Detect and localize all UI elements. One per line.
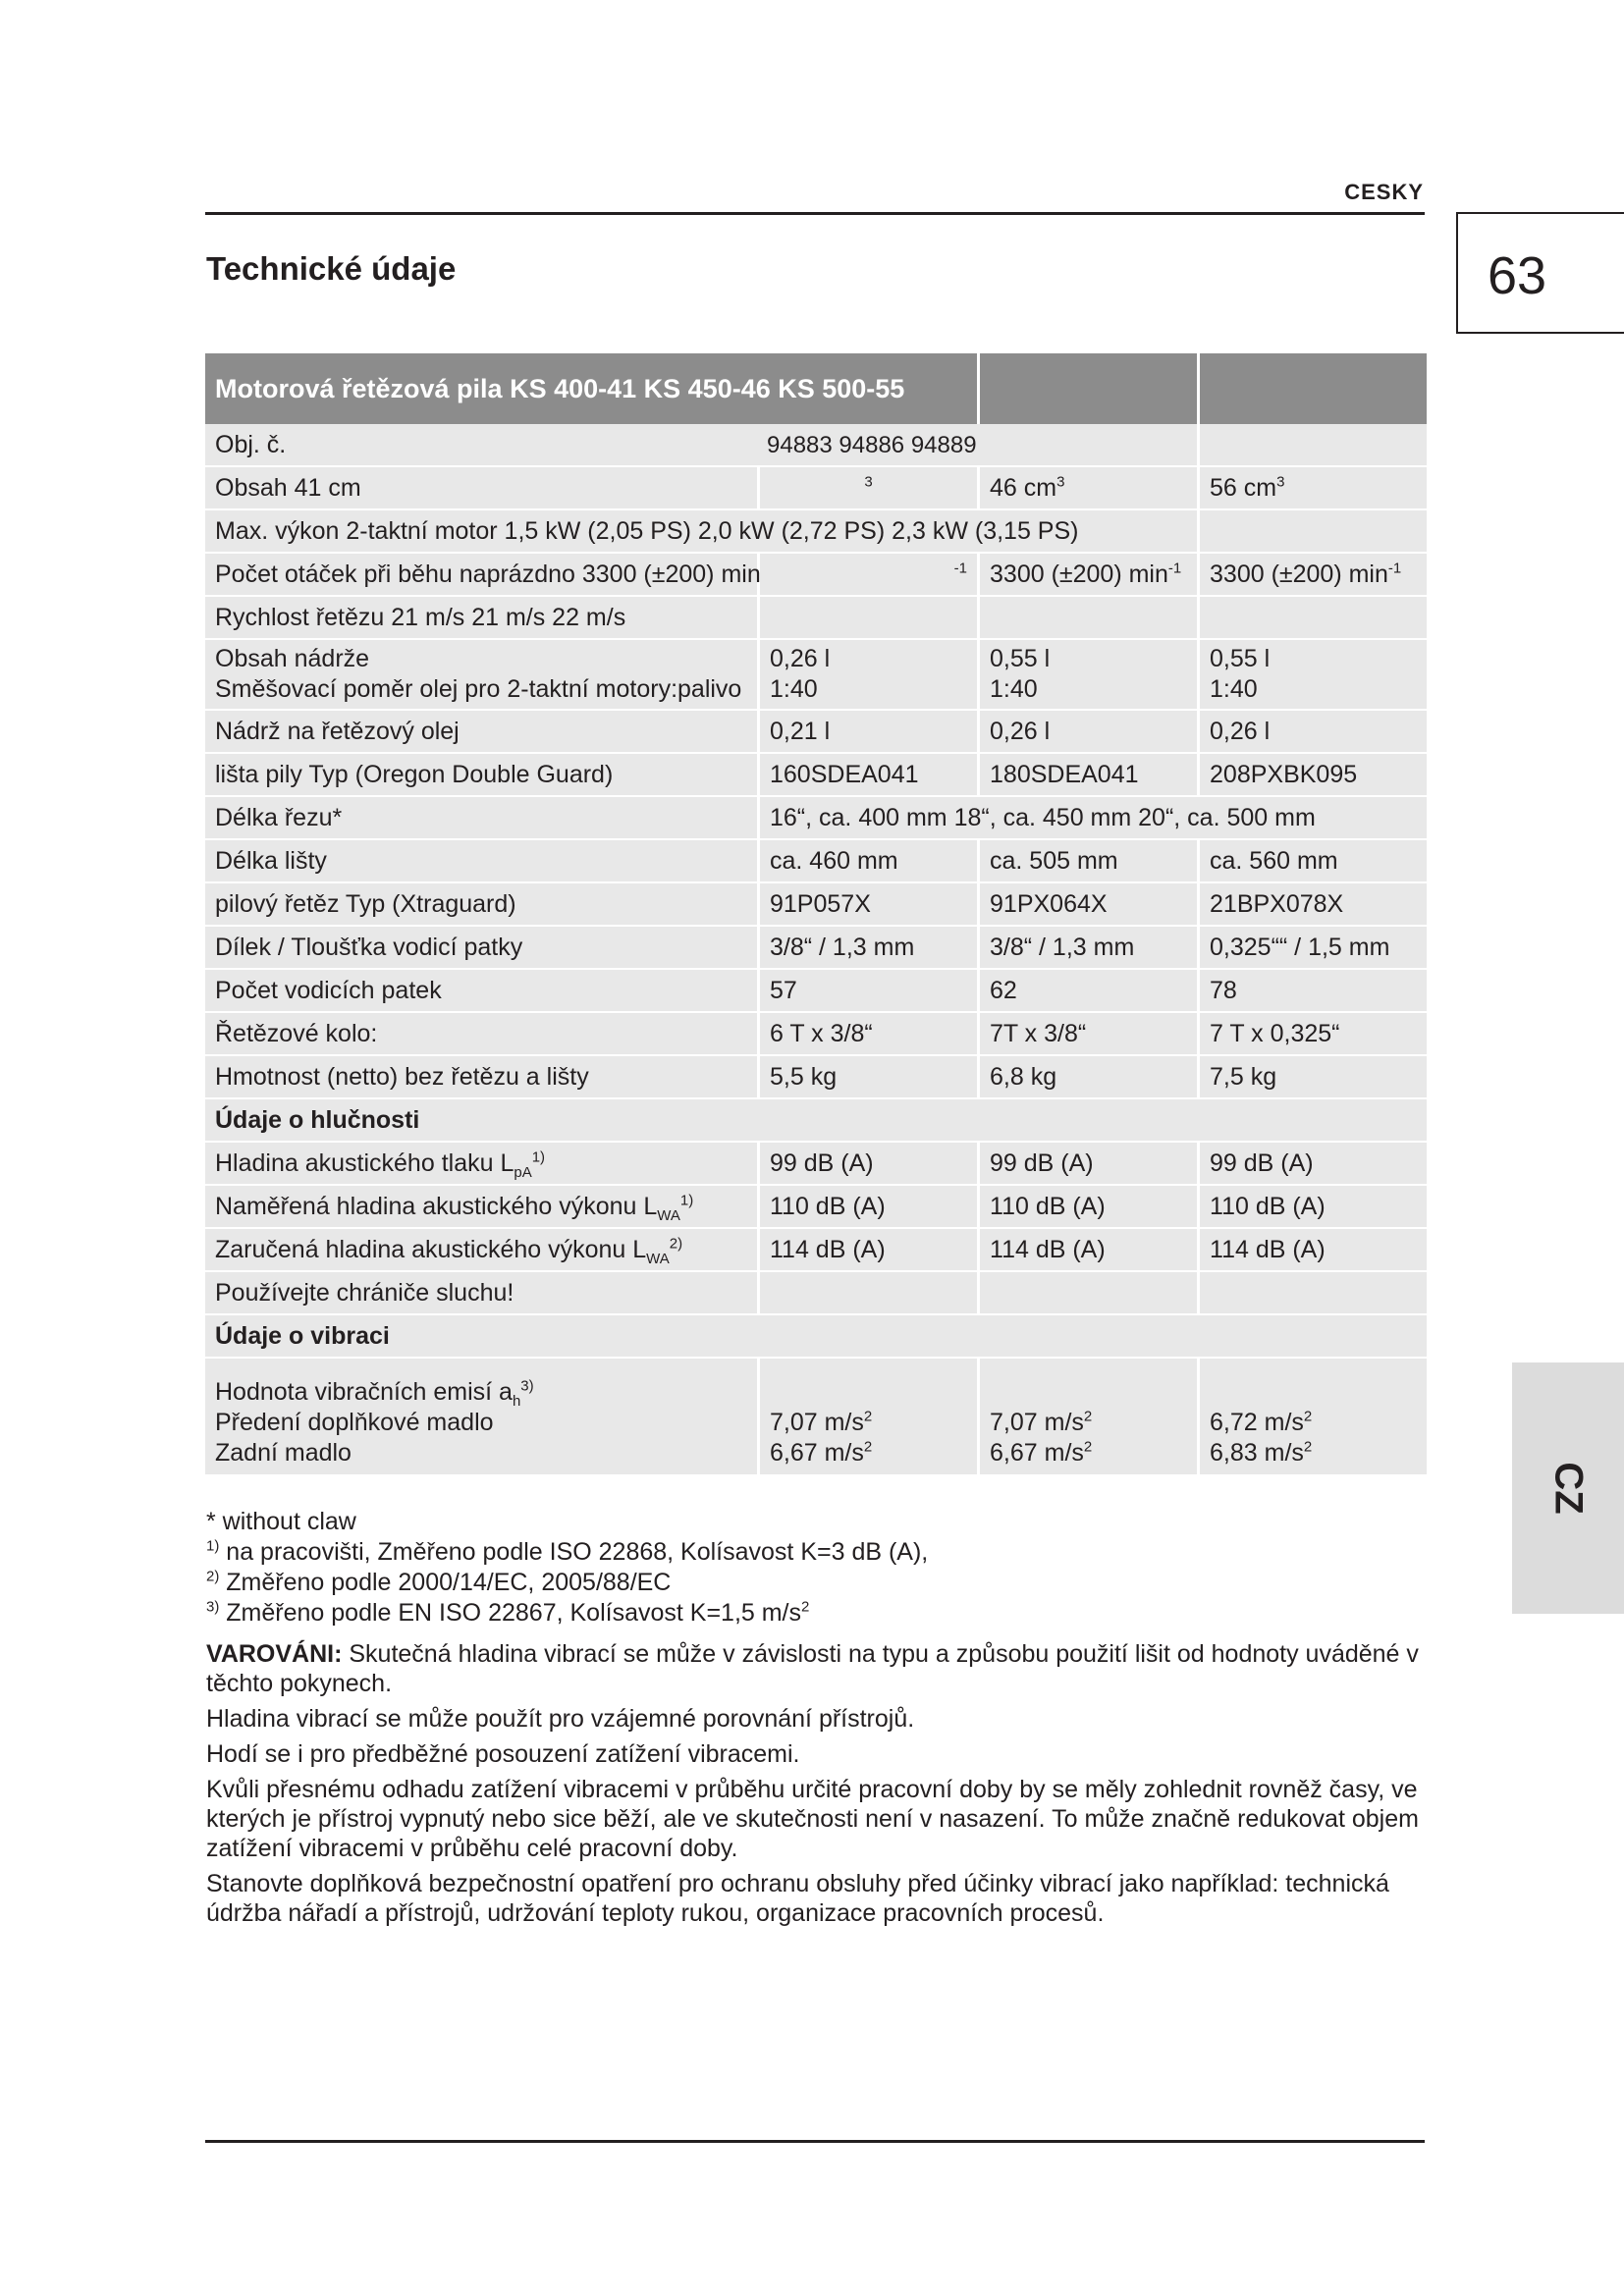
row-label: pilový řetěz Typ (Xtraguard) (205, 883, 757, 927)
table-row: Hodnota vibračních emisí $a_h^{3)}$ Předení doplňkové madlo Zadní madlo 7,07 $m/s^2$ 6,67 $m/s^2$ 7,07 $m/s^2$ 6,67 $m/s^2$ 6,72 $m/s^2$ 6,83 $m/s^2$ (205, 1359, 1427, 1476)
table-row (205, 1272, 1427, 1315)
bottom-rule (205, 2140, 1425, 2143)
warning-label: VAROVÁNI: (206, 1640, 343, 1668)
row-label: Max. výkon 2-taktní motor 1,5 kW (2,05 PS) 2,0 kW (2,72 PS) 2,3 kW (3,15 PS) (205, 510, 1197, 554)
footnote-1: $^{1)}$ na pracovišti, Změřeno podle ISO 22868, Kolísavost K=3 dB (A), (206, 1537, 929, 1566)
row-label: Řetězové kolo: (205, 1013, 757, 1056)
row-label: Počet vodicích patek (205, 970, 757, 1013)
row-label: Hladina akustického tlaku $L_{pA}^{1)}$ (205, 1143, 757, 1186)
table-row: Řetězové kolo: 6 T x 3/8“ 7T x 3/8“ 7 T x 0,325“ (205, 1013, 1427, 1056)
order-numbers: 94883 94886 94889 (757, 424, 1197, 467)
table-row (205, 597, 1427, 640)
table-row: Počet vodicích patek 57 62 78 (205, 970, 1427, 1013)
table-row: Naměřená hladina akustického výkonu $L_{WA}^{1)}$ 110 dB (A) 110 dB (A) 110 dB (A) (205, 1186, 1427, 1229)
table-row (205, 510, 1427, 554)
row-label: Obsah 41 cm (205, 467, 757, 510)
page-title: Technické údaje (206, 250, 457, 287)
warning-block (206, 1639, 1424, 1934)
row-label: Hmotnost (netto) bez řetězu a lišty (205, 1056, 757, 1099)
section-row (205, 1099, 1427, 1143)
footnotes (206, 1507, 1424, 1629)
row-label: Nádrž na řetězový olej (205, 711, 757, 754)
language-label: CESKY (1344, 180, 1424, 204)
table-row: Počet otáček při běhu naprázdno 3300 (±200) min $^{-1}$ 3300 (±200) $\min^{-1}$ 3300 (±200) $\min^{-1}$ (205, 554, 1427, 597)
row-label: Naměřená hladina akustického výkonu $L_{WA}^{1)}$ (205, 1186, 757, 1229)
row-label: Počet otáček při běhu naprázdno 3300 (±200) min (205, 554, 757, 597)
table-header-row (205, 353, 1427, 424)
row-label: Délka lišty (205, 840, 757, 883)
table-row: lišta pily Typ (Oregon Double Guard) 160SDEA041 180SDEA041 208PXBK095 (205, 754, 1427, 797)
row-label: Délka řezu* (205, 797, 757, 840)
table-row: Délka lišty ca. 460 mm ca. 505 mm ca. 560 mm (205, 840, 1427, 883)
vibration-section-title: Údaje o vibraci (205, 1315, 1427, 1359)
page-number: 63 (1488, 246, 1547, 305)
table-header-label: Motorová řetězová pila KS 400-41 KS 450-46 KS 500-55 (205, 353, 977, 424)
table-row: Obsah nádrže Směšovací poměr olej pro 2-taktní motory:palivo 0,26 l 1:40 0,55 l 1:40 0,55 l 1:40 (205, 640, 1427, 711)
row-label: Obsah nádrže Směšovací poměr olej pro 2-taktní motory:palivo (205, 640, 757, 711)
language-side-tab-label: CZ (1546, 1462, 1591, 1515)
row-label: lišta pily Typ (Oregon Double Guard) (205, 754, 757, 797)
spec-table (205, 353, 1427, 1476)
row-label: Používejte chrániče sluchu! (205, 1272, 757, 1315)
row-label: Zaručená hladina akustického výkonu $L_{WA}^{2)}$ (205, 1229, 757, 1272)
table-row: Hmotnost (netto) bez řetězu a lišty 5,5 kg 6,8 kg 7,5 kg (205, 1056, 1427, 1099)
table-row: Hladina akustického tlaku $L_{pA}^{1)}$ 99 dB (A) 99 dB (A) 99 dB (A) (205, 1143, 1427, 1186)
row-label: Rychlost řetězu 21 m/s 21 m/s 22 m/s (205, 597, 757, 640)
table-row: Dílek / Tloušťka vodicí patky 3/8“ / 1,3 mm 3/8“ / 1,3 mm 0,325““ / 1,5 mm (205, 927, 1427, 970)
footnote-3: $^{3)}$ Změřeno podle EN ISO 22867, Kolísavost K=1,5 $m/s^2$ (206, 1598, 810, 1627)
row-label: Dílek / Tloušťka vodicí patky (205, 927, 757, 970)
table-row: Délka řezu* 16“, ca. 400 mm 18“, ca. 450 mm 20“, ca. 500 mm (205, 797, 1427, 840)
warning-paragraph: Kvůli přesnému odhadu zatížení vibracemi v průběhu určité pracovní doby by se měly zohlednit rovněž časy, ve kterých je přístroj vypnutý nebo sice běží, ale ve skutečnosti není v nasazení. To může značně redukovat objem zatížení vibracemi v průběhu celé pracovní doby. (206, 1776, 1419, 1862)
row-label: Hodnota vibračních emisí $a_h^{3)}$ Předení doplňkové madlo Zadní madlo (205, 1359, 757, 1476)
table-row: Nádrž na řetězový olej 0,21 l 0,26 l 0,26 l (205, 711, 1427, 754)
table-row: pilový řetěz Typ (Xtraguard) 91P057X 91PX064X 21BPX078X (205, 883, 1427, 927)
footnote-2: $^{2)}$ Změřeno podle 2000/14/EC, 2005/88/EC (206, 1568, 672, 1596)
footnote-star: * without claw (206, 1508, 356, 1535)
table-row (205, 424, 1427, 467)
warning-paragraph: Hodí se i pro předběžné posouzení zatížení vibracemi. (206, 1740, 800, 1768)
warning-paragraph: VAROVÁNI: Skutečná hladina vibrací se může v závislosti na typu a způsobu použití lišit od hodnoty uváděné v těchto pokynech. (206, 1640, 1419, 1697)
section-row (205, 1315, 1427, 1359)
warning-paragraph: Stanovte doplňková bezpečnostní opatření pro ochranu obsluhy před účinky vibrací jako například: technická údržba nářadí a přístrojů, udržování teploty rukou, organizace pracovních procesů. (206, 1870, 1389, 1927)
row-label: Obj. č. (205, 424, 757, 467)
warning-paragraph: Hladina vibrací se může použít pro vzájemné porovnání přístrojů. (206, 1705, 915, 1733)
noise-section-title: Údaje o hlučnosti (205, 1099, 1427, 1143)
table-row: Zaručená hladina akustického výkonu $L_{WA}^{2)}$ 114 dB (A) 114 dB (A) 114 dB (A) (205, 1229, 1427, 1272)
top-rule (205, 212, 1425, 215)
table-row: Obsah 41 cm $^3$ 46 $cm^3$ 56 $cm^3$ (205, 467, 1427, 510)
